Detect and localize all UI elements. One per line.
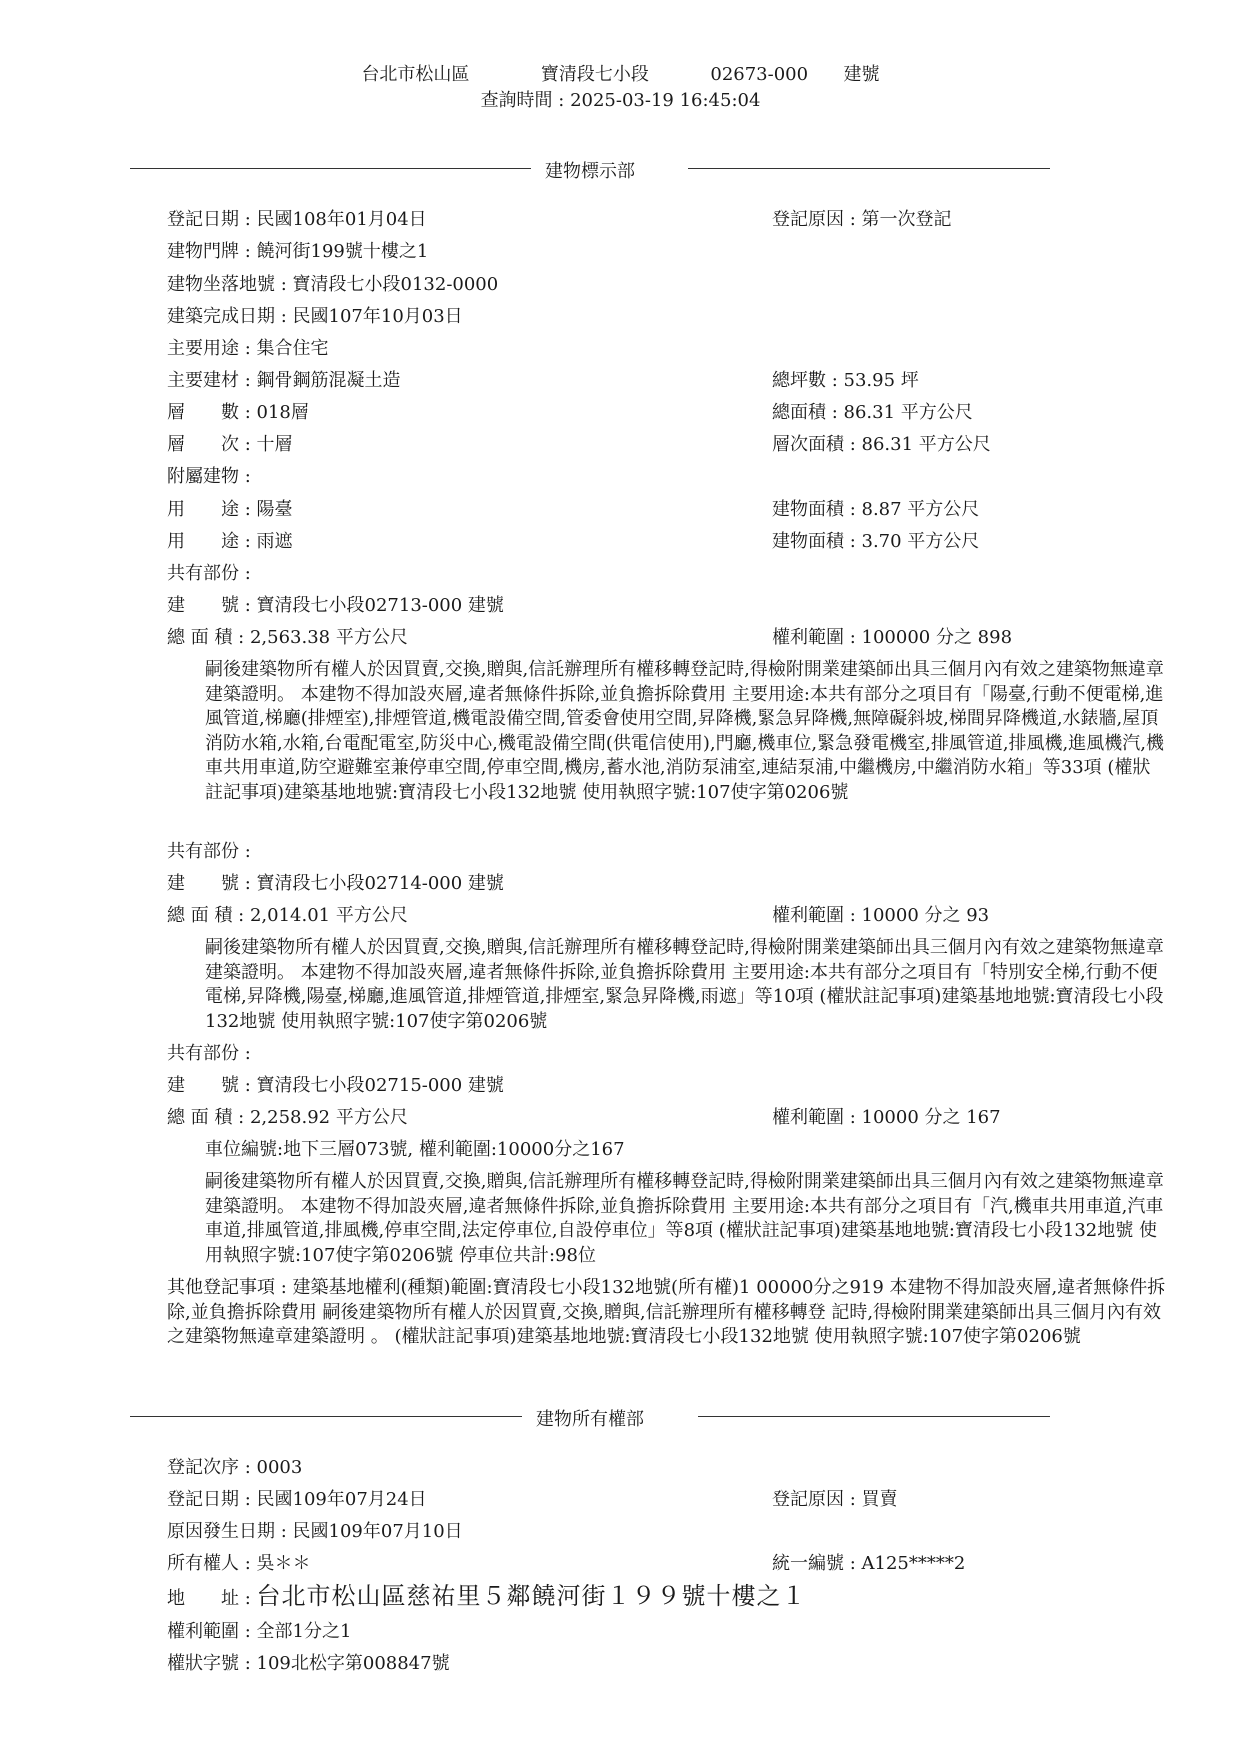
common-part-label: 共有部份 :	[167, 841, 251, 862]
common-build-no: 建 號 : 寶清段七小段02714-000 建號	[167, 873, 504, 894]
annex1-area: 建物面積 : 8.87 平方公尺	[772, 499, 980, 520]
main-material: 主要建材 : 鋼骨鋼筋混凝土造	[167, 370, 401, 391]
address-value: 台北市松山區慈祐里５鄰饒河街１９９號十樓之１	[256, 1582, 807, 1610]
reg-reason: 登記原因 : 第一次登記	[772, 209, 952, 230]
section: 寶清段七小段	[540, 64, 649, 85]
district: 台北市松山區	[361, 64, 470, 85]
other-items: 其他登記事項 : 建築基地權利(種類)範圍:寶清段七小段132地號(所有權)1 00000分之919 本建物不得加設夾層,違者無條件拆除,並負擔拆除費用 嗣後建築物所有權人於因買賣,交換,贈與,信託辦理所有權移轉登 記時,得檢附開業建築師出具三個月內有效之建築物無違章建築證明 。 (權狀註記事項)建築基地地號:寶清段七小段132地號 使用執照字號:107使字第0206號	[167, 1277, 1166, 1347]
annex1-use: 用 途 : 陽臺	[167, 499, 293, 520]
address-row	[167, 1584, 807, 1614]
reg-date: 登記日期 : 民國108年01月04日	[167, 209, 427, 230]
floor: 層 次 : 十層	[167, 434, 293, 455]
parking-info: 車位編號:地下三層073號, 權利範圍:10000分之167	[205, 1139, 625, 1160]
common-note: 嗣後建築物所有權人於因買賣,交換,贈與,信託辦理所有權移轉登記時,得檢附開業建築師出具三個月內有效之建築物無違章建築證明。 本建物不得加設夾層,違者無條件拆除,並負擔拆除費用 主要用途:本共有部分之項目有「陽臺,行動不便電梯,進風管道,梯廳(排煙室),排煙管道,機電設備空間,管委會使用空間,昇降機,緊急昇降機,無障礙斜坡,梯間昇降機道,水錶牆,屋頂消防水箱,水箱,台電配電室,防災中心,機電設備空間(供電信使用),門廳,機車位,緊急發電機室,排風管道,排風機,進風機汽,機車共用車道,防空避難室兼停車空間,停車空間,機房,蓄水池,消防泵浦室,連結泵浦,中繼機房,中繼消防水箱」等33項 (權狀註記事項)建築基地地號:寶清段七小段132地號 使用執照字號:107使字第0206號	[205, 659, 1164, 803]
common-right-scope: 權利範圍 : 100000 分之 898	[772, 627, 1013, 648]
query-time: 查詢時間 : 2025-03-19 16:45:04	[480, 90, 761, 111]
floor-area: 層次面積 : 86.31 平方公尺	[772, 434, 991, 455]
floors: 層 數 : 018層	[167, 402, 309, 423]
annex-label: 附屬建物 :	[167, 466, 251, 487]
land-no: 建物坐落地號 : 寶清段七小段0132-0000	[167, 274, 499, 295]
annex2-use: 用 途 : 雨遮	[167, 531, 293, 552]
header-line	[0, 60, 1241, 86]
owner-name: 所有權人 : 吳＊＊	[167, 1553, 311, 1574]
common-part-label: 共有部份 :	[167, 1043, 251, 1064]
cause-date: 原因發生日期 : 民國109年07月10日	[167, 1521, 463, 1542]
annex2-area: 建物面積 : 3.70 平方公尺	[772, 531, 980, 552]
common-build-no: 建 號 : 寶清段七小段02715-000 建號	[167, 1075, 504, 1096]
address-label: 地 址 :	[167, 1588, 251, 1609]
common-total-area: 總 面 積 : 2,258.92 平方公尺	[167, 1107, 408, 1128]
reg-seq: 登記次序 : 0003	[167, 1457, 303, 1478]
record-type: 建號	[843, 64, 880, 85]
building-no: 02673-000	[710, 64, 809, 85]
common-note: 嗣後建築物所有權人於因買賣,交換,贈與,信託辦理所有權移轉登記時,得檢附開業建築師出具三個月內有效之建築物無違章建築證明。 本建物不得加設夾層,違者無條件拆除,並負擔拆除費用 主要用途:本共有部分之項目有「特別安全梯,行動不便電梯,昇降機,陽臺,梯廳,進風管道,排煙管道,排煙室,緊急昇降機,雨遮」等10項 (權狀註記事項)建築基地地號:寶清段七小段132地號 使用執照字號:107使字第0206號	[205, 937, 1164, 1032]
section-divider-ownership	[130, 1405, 1050, 1430]
owner-right-scope: 權利範圍 : 全部1分之1	[167, 1621, 352, 1642]
common-right-scope: 權利範圍 : 10000 分之 93	[772, 905, 990, 926]
door-plate: 建物門牌 : 饒河街199號十樓之1	[167, 241, 429, 262]
section-title: 建物所有權部	[522, 1409, 658, 1430]
section-title: 建物標示部	[531, 161, 649, 182]
common-note: 嗣後建築物所有權人於因買賣,交換,贈與,信託辦理所有權移轉登記時,得檢附開業建築師出具三個月內有效之建築物無違章建築證明。 本建物不得加設夾層,違者無條件拆除,並負擔拆除費用 主要用途:本共有部分之項目有「汽,機車共用車道,汽車車道,排風管道,排風機,停車空間,法定停車位,自設停車位」等8項 (權狀註記事項)建築基地地號:寶清段七小段132地號 使用執照字號:107使字第0206號 停車位共計:98位	[205, 1171, 1164, 1266]
common-build-no: 建 號 : 寶清段七小段02713-000 建號	[167, 595, 504, 616]
common-total-area: 總 面 積 : 2,014.01 平方公尺	[167, 905, 408, 926]
common-total-area: 總 面 積 : 2,563.38 平方公尺	[167, 627, 408, 648]
total-area: 總面積 : 86.31 平方公尺	[772, 402, 973, 423]
completion-date: 建築完成日期 : 民國107年10月03日	[167, 306, 463, 327]
common-right-scope: 權利範圍 : 10000 分之 167	[772, 1107, 1001, 1128]
common-part-label: 共有部份 :	[167, 563, 251, 584]
total-ping: 總坪數 : 53.95 坪	[772, 370, 919, 391]
owner-reg-date: 登記日期 : 民國109年07月24日	[167, 1489, 427, 1510]
owner-reg-reason: 登記原因 : 買賣	[772, 1489, 898, 1510]
section-divider-marking	[130, 157, 1050, 182]
cert-no: 權狀字號 : 109北松字第008847號	[167, 1653, 450, 1674]
main-use: 主要用途 : 集合住宅	[167, 338, 329, 359]
id-no: 統一編號 : A125*****2	[772, 1553, 966, 1574]
